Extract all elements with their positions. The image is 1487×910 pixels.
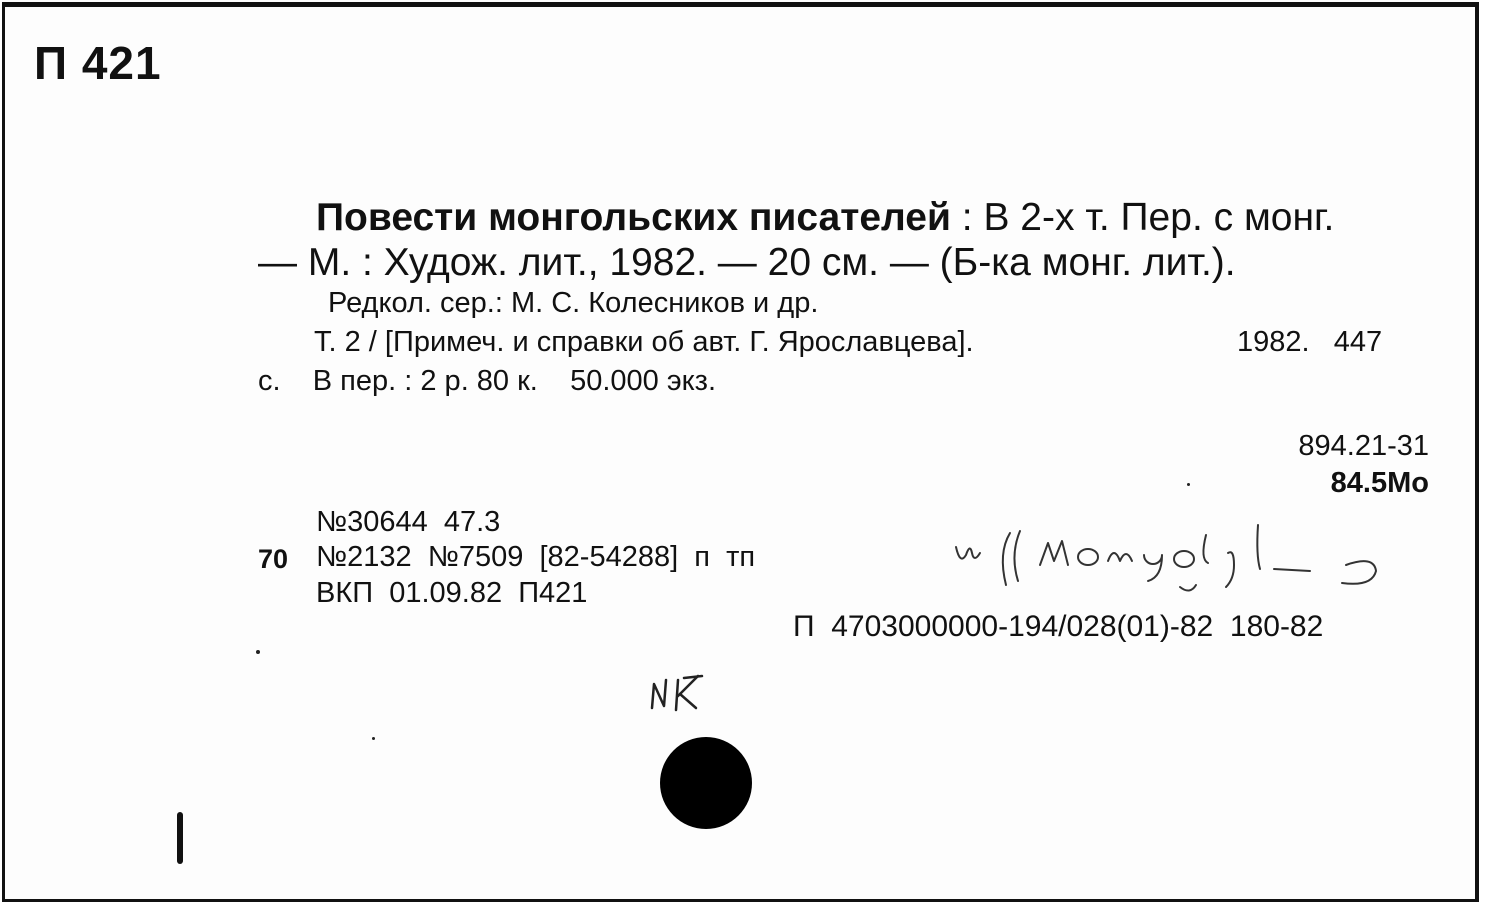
- title-line: [316, 198, 1334, 237]
- title-rest: : В 2-х т. Пер. с монг.: [950, 196, 1335, 239]
- speck: [372, 737, 375, 740]
- registry-line-3: ВКП 01.09.82 П421: [316, 577, 588, 609]
- imprint-line: — М. : Худож. лит., 1982. — 20 см. — (Б-ка монг. лит.).: [258, 241, 1236, 284]
- classification-udc: 894.21-31: [1298, 430, 1429, 462]
- classification-bbk: 84.5Мо: [1330, 467, 1429, 499]
- punch-hole: [660, 737, 752, 829]
- handwritten-initials: [648, 668, 708, 718]
- registry-line-1: №30644 47.3: [316, 506, 501, 538]
- volume-line: Т. 2 / [Примеч. и справки об авт. Г. Ярославцева].: [314, 326, 974, 358]
- editors-line: Редкол. сер.: М. С. Колесников и др.: [328, 287, 819, 319]
- price-code: П 4703000000-194/028(01)-82 180-82: [793, 610, 1324, 643]
- volume-year-pages: 1982. 447: [1237, 326, 1383, 358]
- registry-line-2: №2132 №7509 [82-54288] п тп: [316, 541, 756, 573]
- physical-description: с. В пер. : 2 р. 80 к. 50.000 экз.: [258, 365, 717, 397]
- call-number: П 421: [34, 37, 162, 89]
- speck: [256, 650, 260, 654]
- registry-number: 70: [258, 544, 289, 574]
- handwritten-note: [948, 505, 1438, 605]
- margin-mark: [177, 812, 183, 864]
- title-bold: Повести монгольских писателей: [316, 196, 951, 239]
- speck: [1187, 483, 1190, 486]
